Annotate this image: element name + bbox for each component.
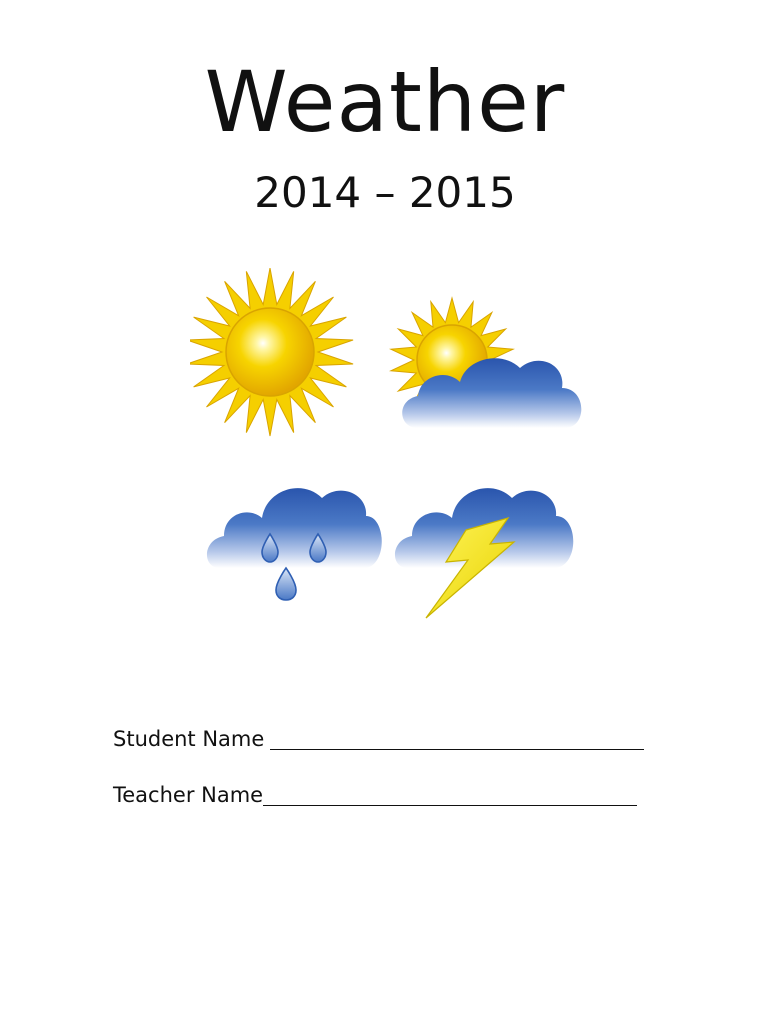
teacher-name-label: Teacher Name: [113, 783, 264, 807]
student-name-line[interactable]: [270, 731, 644, 750]
page-title: Weather: [204, 53, 566, 151]
student-name-field[interactable]: [113, 729, 644, 750]
school-year: 2014 – 2015: [254, 168, 516, 217]
teacher-name-line[interactable]: [263, 787, 637, 806]
weather-illustration: [190, 268, 590, 628]
rain-cloud-icon: [207, 488, 382, 600]
student-name-label: Student Name: [113, 727, 265, 751]
partly-cloudy-icon: [391, 298, 581, 428]
teacher-name-field[interactable]: [113, 785, 637, 806]
sun-icon: [190, 268, 353, 436]
thunderstorm-icon: [395, 488, 573, 618]
